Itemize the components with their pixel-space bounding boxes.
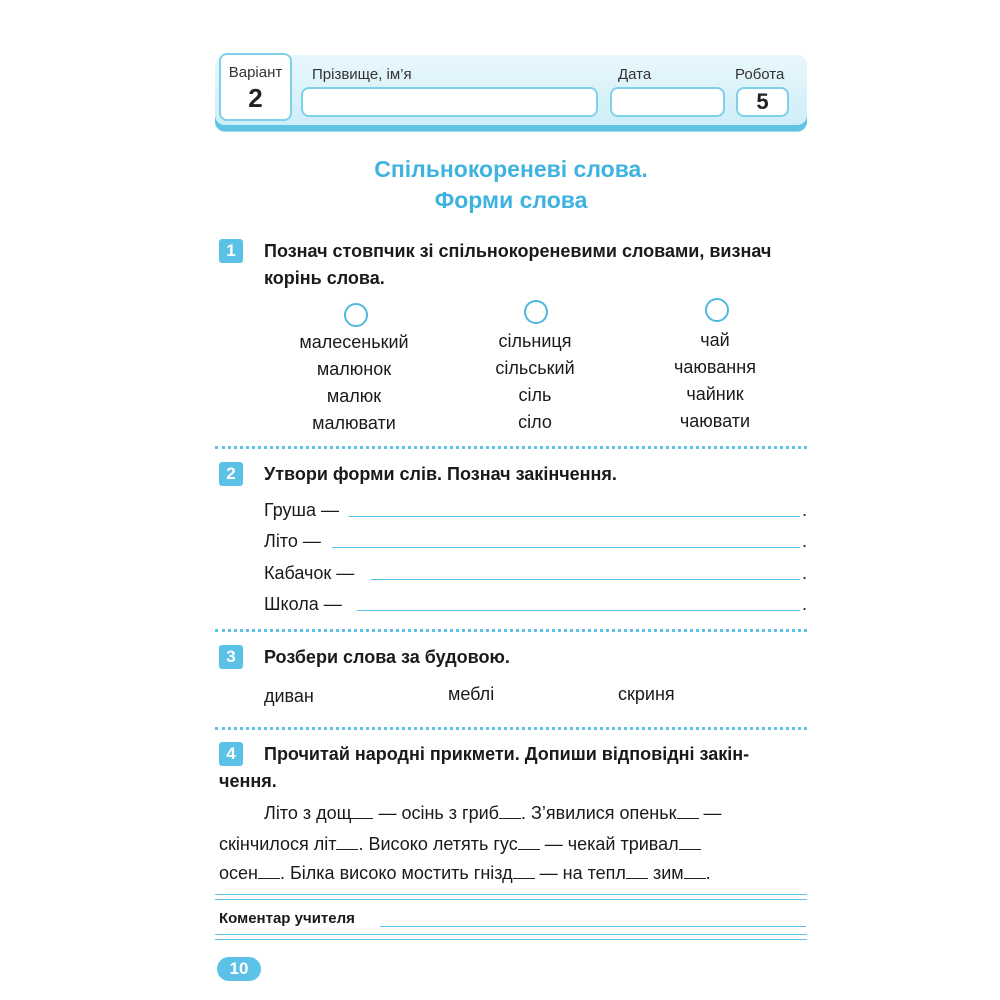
proverb-line-2 bbox=[219, 829, 701, 860]
proverb-line-3 bbox=[219, 858, 711, 889]
answer-line[interactable] bbox=[332, 547, 800, 548]
date-label: Дата bbox=[618, 66, 652, 83]
text-segment: — осінь з гриб bbox=[373, 803, 499, 823]
text-segment: . Білка високо мостить гнізд bbox=[279, 863, 513, 883]
column-2-checkbox[interactable] bbox=[524, 300, 548, 324]
name-field[interactable] bbox=[301, 87, 598, 117]
form-item-label: Кабачок — bbox=[264, 563, 355, 583]
text-segment: Літо з дощ bbox=[264, 803, 352, 823]
word-column-2 bbox=[435, 328, 635, 436]
page-number-badge: 10 bbox=[217, 957, 261, 981]
word: малесенький bbox=[299, 332, 409, 352]
text-segment: . bbox=[705, 863, 711, 883]
work-value: 5 bbox=[756, 89, 769, 114]
word: сіль bbox=[518, 385, 552, 405]
end-mark: . bbox=[802, 500, 808, 520]
page-title: Спільнокореневі слова. bbox=[374, 156, 648, 182]
task-2-number: 2 bbox=[219, 462, 243, 486]
answer-line[interactable] bbox=[357, 610, 800, 611]
parse-word: меблі bbox=[448, 684, 495, 704]
section-divider bbox=[215, 446, 807, 449]
ending-blank[interactable] bbox=[679, 833, 701, 850]
word-column-3 bbox=[615, 327, 815, 435]
footer-divider bbox=[215, 934, 807, 940]
text-segment: скінчилося літ bbox=[219, 834, 337, 854]
text-segment: осен bbox=[219, 863, 258, 883]
column-3-checkbox[interactable] bbox=[705, 298, 729, 322]
work-box bbox=[736, 87, 789, 117]
word: чай bbox=[700, 330, 730, 350]
task-4-text-line1: Прочитай народні прикмети. Допиши відповідні закін- bbox=[264, 744, 750, 764]
task-1-text-line1: Познач стовпчик зі спільнокореневими словами, визнач bbox=[264, 241, 772, 261]
work-label: Робота bbox=[735, 66, 785, 83]
word: малюнок bbox=[316, 359, 392, 379]
answer-line[interactable] bbox=[349, 516, 800, 517]
word: сільниця bbox=[498, 331, 572, 351]
word: чаювання bbox=[674, 357, 756, 377]
ending-blank[interactable] bbox=[351, 802, 373, 819]
form-item-label: Школа — bbox=[264, 594, 342, 614]
variant-box bbox=[219, 53, 292, 121]
end-mark: . bbox=[802, 531, 808, 551]
word: малюк bbox=[326, 386, 382, 406]
text-segment: зим bbox=[647, 863, 684, 883]
task-3-text: Розбери слова за будовою. bbox=[264, 647, 510, 667]
ending-blank[interactable] bbox=[336, 833, 358, 850]
section-divider bbox=[215, 629, 807, 632]
section-divider bbox=[215, 727, 807, 730]
word: сіло bbox=[518, 412, 552, 432]
parse-word: диван bbox=[264, 686, 314, 706]
end-mark: . bbox=[802, 563, 808, 583]
form-item-label: Груша — bbox=[264, 500, 339, 520]
text-segment: — чекай тривал bbox=[539, 834, 679, 854]
proverb-line-1 bbox=[264, 798, 722, 829]
text-segment: — bbox=[698, 803, 722, 823]
form-item-label: Літо — bbox=[264, 531, 321, 551]
task-1-text-line2: корінь слова. bbox=[264, 268, 385, 288]
word: малювати bbox=[312, 413, 396, 433]
ending-blank[interactable] bbox=[258, 862, 280, 879]
text-segment: — на тепл bbox=[534, 863, 626, 883]
page-subtitle: Форми слова bbox=[434, 187, 588, 213]
ending-blank[interactable] bbox=[626, 862, 648, 879]
task-2-text: Утвори форми слів. Познач закінчення. bbox=[264, 464, 617, 484]
word: чайник bbox=[686, 384, 744, 404]
ending-blank[interactable] bbox=[518, 833, 540, 850]
ending-blank[interactable] bbox=[513, 862, 535, 879]
footer-divider bbox=[215, 894, 807, 900]
parse-word: скриня bbox=[618, 684, 675, 704]
ending-blank[interactable] bbox=[499, 802, 521, 819]
variant-value: 2 bbox=[248, 83, 263, 113]
word: чаювати bbox=[679, 411, 751, 431]
word-column-1 bbox=[254, 329, 454, 437]
word: сільський bbox=[495, 358, 575, 378]
variant-label: Варіант bbox=[228, 64, 283, 81]
text-segment: . Високо летять гус bbox=[358, 834, 518, 854]
text-segment: . З’явилися опеньк bbox=[520, 803, 677, 823]
ending-blank[interactable] bbox=[677, 802, 699, 819]
answer-line[interactable] bbox=[371, 579, 800, 580]
task-1-number: 1 bbox=[219, 239, 243, 263]
teacher-comment-line[interactable] bbox=[380, 926, 806, 927]
name-label: Прізвище, ім’я bbox=[312, 66, 412, 83]
ending-blank[interactable] bbox=[684, 862, 706, 879]
teacher-comment-label: Коментар учителя bbox=[219, 910, 355, 927]
end-mark: . bbox=[802, 594, 808, 614]
task-4-number: 4 bbox=[219, 742, 243, 766]
task-4-text-line2: чення. bbox=[219, 771, 277, 791]
column-1-checkbox[interactable] bbox=[344, 303, 368, 327]
date-field[interactable] bbox=[610, 87, 725, 117]
task-3-number: 3 bbox=[219, 645, 243, 669]
